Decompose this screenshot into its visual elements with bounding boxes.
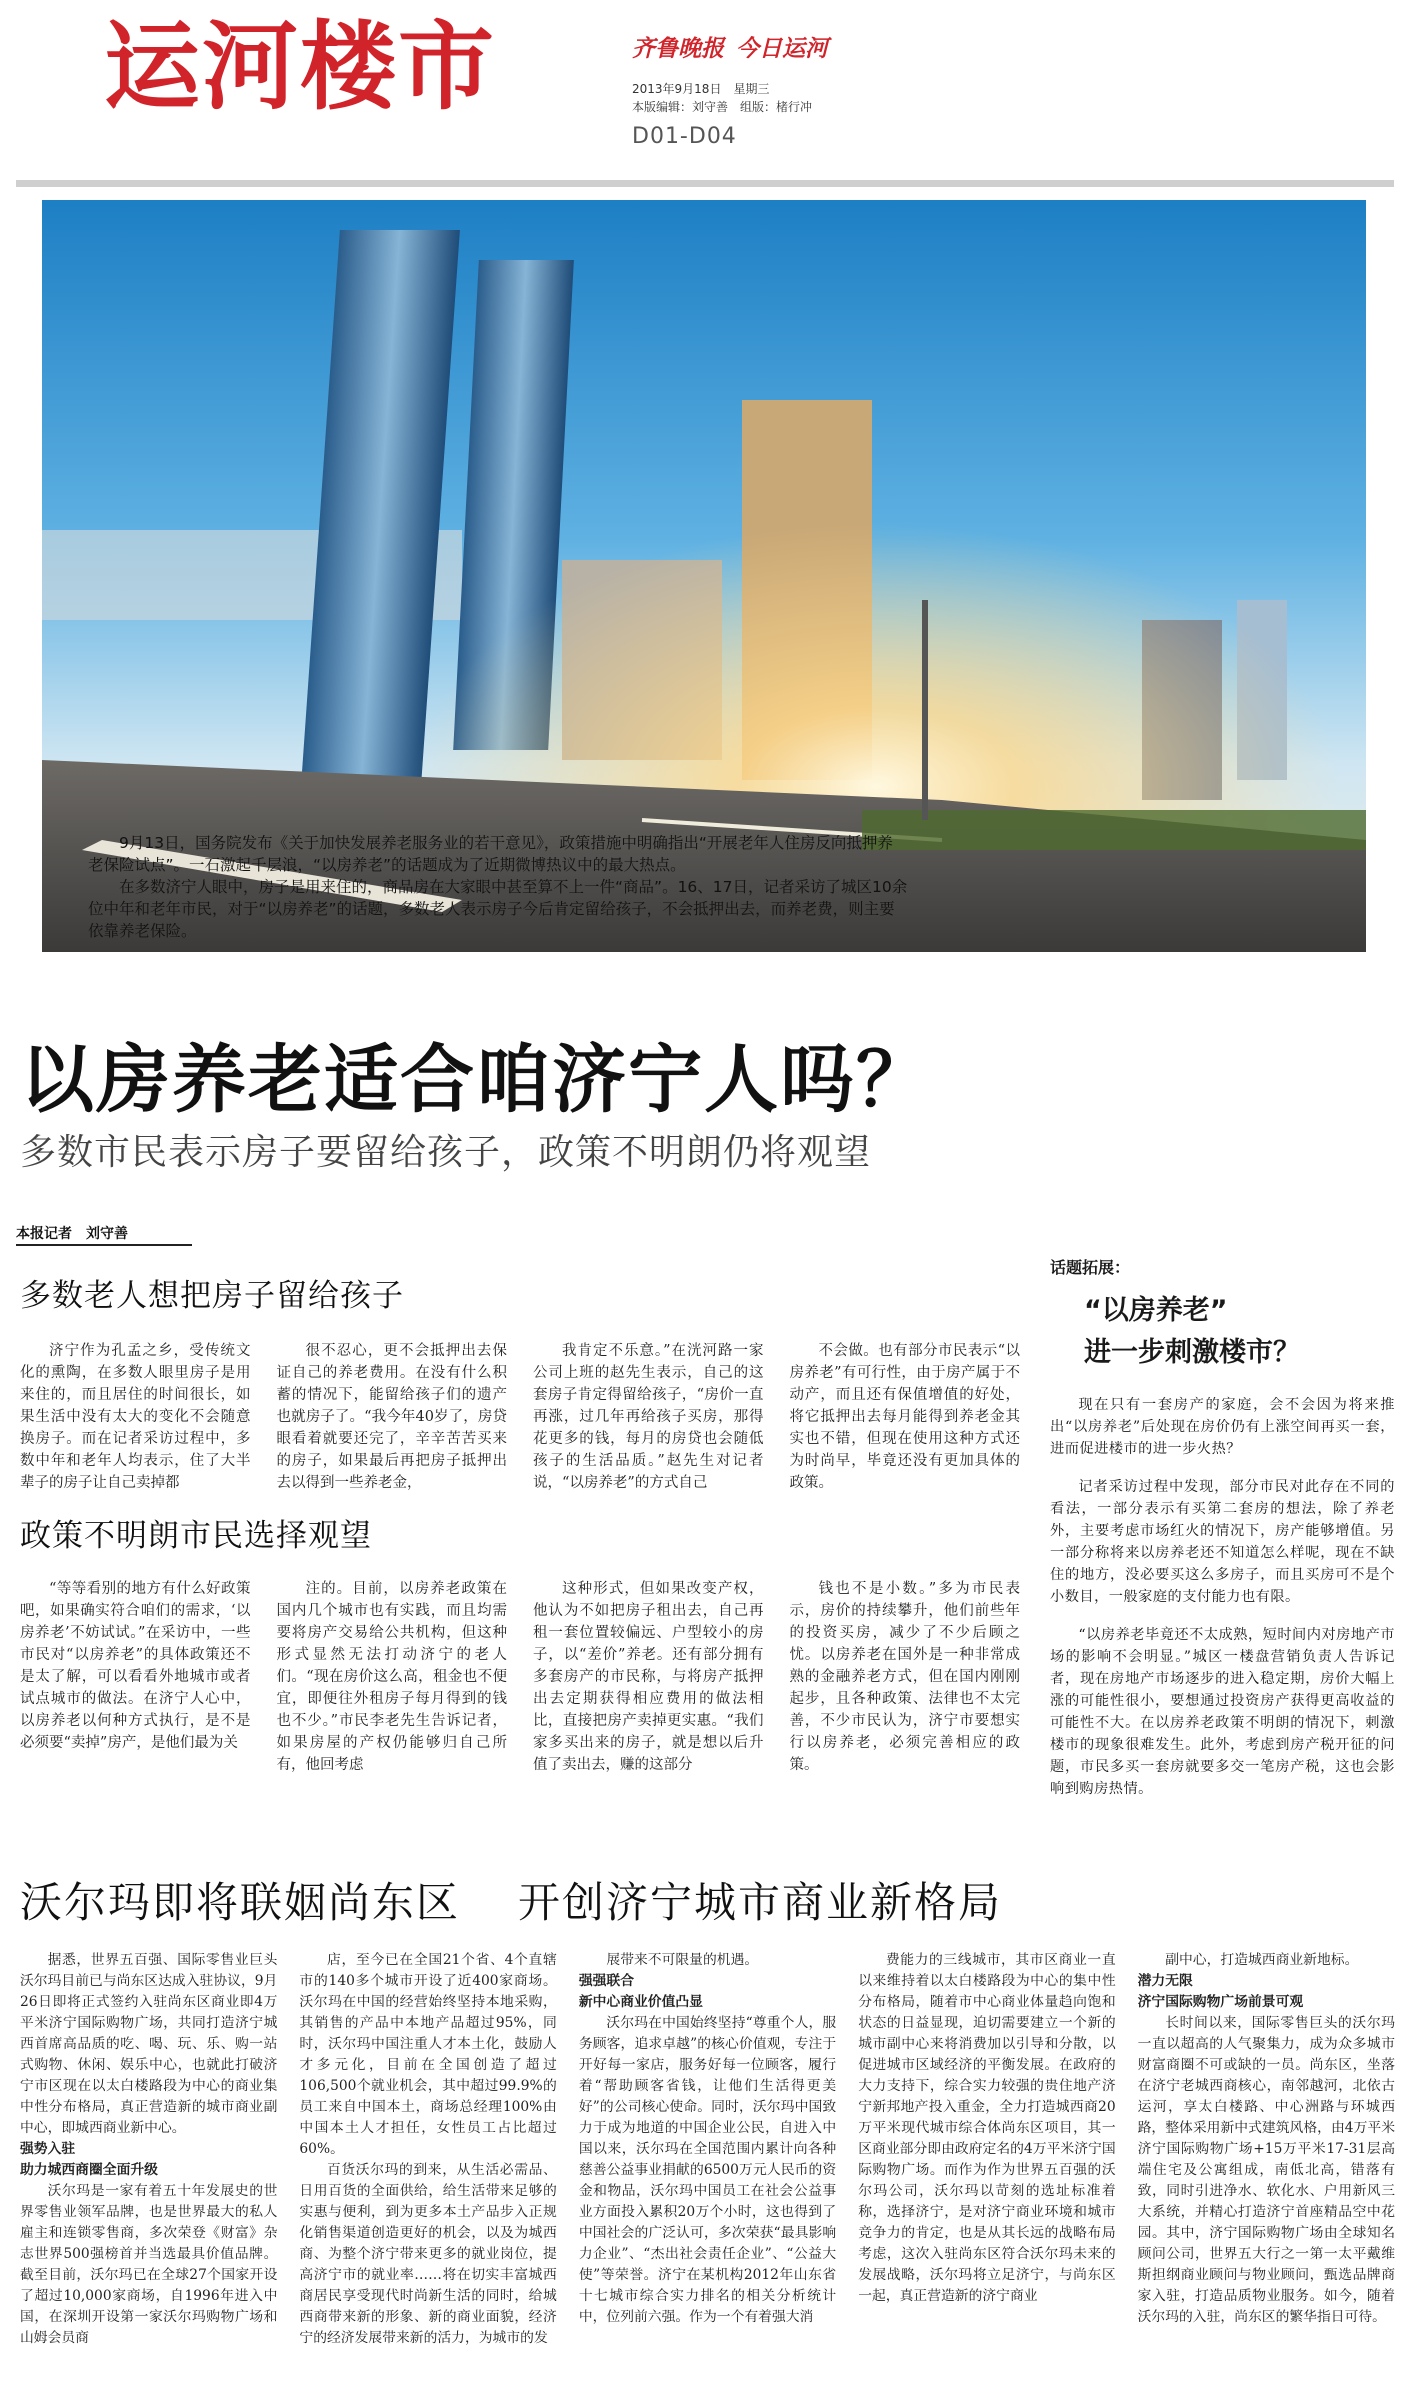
bottom-body bbox=[20, 1950, 1395, 2349]
section-title: 政策不明朗市民选择观望 bbox=[20, 1518, 372, 1554]
paragraph: 我肯定不乐意。”在洸河路一家公司上班的赵先生表示，自己的这套房子肯定得留给孩子，“房价一直再涨，过几年再给孩子买房，那得花更多的钱，每月的房贷也会随低孩子的生活品质。”赵先生对记者说，“以房养老”的方式自己 bbox=[533, 1343, 764, 1491]
paragraph: “以房养老毕竟还不太成熟，短时间内对房地产市场的影响不会明显。”城区一楼盘营销负责人告诉记者，现在房地产市场逐步的进入稳定期，房价大幅上涨的可能性很小，要想通过投资房产获得更高收益的可能性不大。在以房养老政策不明朗的情况下，刺激楼市的现象很难发生。此外，考虑到房产税开征的问题，市民多买一套房就要多交一笔房产税，这也会影响到购房热情。 bbox=[1050, 1627, 1395, 1797]
paragraph: 沃尔玛在中国始终坚持“尊重个人，服务顾客，追求卓越”的核心价值观，专注于开好每一家店，服务好每一位顾客，履行着“帮助顾客省钱，让他们生活得更美好”的公司核心使命。同时，沃尔玛中国致力于成为地道的中国企业公民，自进入中国以来，沃尔玛在全国范围内累计向各种慈善公益事业捐献的6500万元人民币的资金和物品，沃尔玛中国员工在社会公益事业方面投入累积20万个小时，这也得到了中国社会的广泛认可，多次荣获“最具影响力企业”、“杰出社会责任企业”、“公益大使”等荣誉。济宁在某机构2012年山东省十七城市综合实力排名的相关分析统计中，位列前六强。作为一个有着强大消 bbox=[578, 2015, 837, 2325]
paragraph: 现在只有一套房产的家庭，会不会因为将来推出“以房养老”后处现在房价仍有上涨空间再买一套，进而促进楼市的进一步火热？ bbox=[1050, 1397, 1395, 1457]
subheading: 潜力无限 bbox=[1137, 1973, 1193, 1989]
bottom-headline-part: 开创济宁城市商业新格局 bbox=[518, 1878, 1003, 1927]
article-subhead: 多数市民表示房子要留给孩子，政策不明朗仍将观望 bbox=[20, 1132, 872, 1173]
subheading: 强强联合 bbox=[578, 1973, 634, 1989]
column bbox=[790, 1578, 1021, 1776]
section1-body bbox=[20, 1340, 1020, 1494]
paragraph: 记者采访过程中发现，部分市民对此存在不同的看法，一部分表示有买第二套房的想法，除了养老外，主要考虑市场红火的情况下，房产能够增值。另一部分称将来以房养老还不知道怎么样呢，现在不缺住的地方，没必要买这么多房子，而且买房可不是个小数目，一般家庭的支付能力也有限。 bbox=[1050, 1479, 1395, 1605]
hero-caption bbox=[88, 832, 908, 942]
byline: 本报记者 刘守善 bbox=[16, 1226, 128, 1242]
brand-qilu: 齐鲁晚报 bbox=[632, 35, 724, 62]
column bbox=[277, 1340, 508, 1494]
column bbox=[858, 1950, 1115, 2349]
masthead-title: 运河楼市 bbox=[104, 11, 496, 123]
article-headline: 以房养老适合咱济宁人吗？ bbox=[20, 1037, 932, 1123]
paragraph: 这种形式，但如果改变产权，他认为不如把房子租出去，自己再租一套位置较偏远、户型较小的房子，以“差价”养老。还有部分拥有多套房产的市民称，与将房产抵押出去定期获得相应费用的做法相比，直接把房产卖掉更实惠。“我们家多买出来的房子，就是想以后升值了卖出去，赚的这部分 bbox=[533, 1581, 764, 1773]
brand-logo bbox=[632, 30, 840, 63]
column bbox=[20, 1340, 251, 1494]
paragraph: 不会做。也有部分市民表示“以房养老”有可行性，由于房产属于不动产，而且还有保值增值的好处，将它抵押出去每月能得到养老金其实也不错，但现在使用这种方式还为时尚早，毕竟还没有更加具体的政策。 bbox=[789, 1343, 1020, 1491]
section-title: 多数老人想把房子留给孩子 bbox=[20, 1278, 404, 1314]
caption-paragraph: 在多数济宁人眼中，房子是用来住的，商品房在大家眼中甚至算不上一件“商品”。16、17日，记者采访了城区10余位中年和老年市民，对于“以房养老”的话题，多数老人表示房子今后肯定留给孩子，不会抵押出去，而养老费，则主要依靠养老保险。 bbox=[88, 878, 908, 940]
paragraph: 展带来不可限量的机遇。 bbox=[606, 1952, 759, 1968]
paragraph: 据悉，世界五百强、国际零售业巨头沃尔玛目前已与尚东区达成入驻协议，9月26日即将正式签约入驻尚东区商业即4万平米济宁国际购物广场，共同打造济宁城西首席高品质的吃、喝、玩、乐、购一站式购物、休闲、娱乐中心，也就此打破济宁市区现在以太白楼路段为中心的商业集中性分布格局，真正营造新的城市商业副中心，即城西商业新中心。 bbox=[20, 1952, 278, 2136]
sidebar-body bbox=[1050, 1394, 1395, 1800]
bottom-headline bbox=[20, 1870, 1060, 1930]
paragraph: 店，至今已在全国21个省、4个直辖市的140多个城市开设了近400家商场。沃尔玛在中国的经营始终坚持本地采购，其销售的产品中本地产品超过95%，同时，沃尔玛中国注重人才本土化，鼓励人才多元化，目前在全国创造了超过106,500个就业机会，其中超过99.9%的员工来自中国本土，商场总经理100%由中国本土人才担任，女性员工占比超过60%。 bbox=[299, 1952, 557, 2157]
subheading: 助力城西商圈全面升级 bbox=[20, 2162, 158, 2178]
paragraph: 很不忍心，更不会抵押出去保证自己的养老费用。在没有什么积蓄的情况下，能留给孩子们的遗产也就房子了。“我今年40岁了，房贷眼看着就要还完了，辛辛苦苦买来的房子，如果最后再把房子抵押出去以得到一些养老金， bbox=[276, 1343, 507, 1491]
column bbox=[790, 1340, 1021, 1494]
column bbox=[533, 1578, 764, 1776]
paragraph: 沃尔玛是一家有着五十年发展史的世界零售业领军品牌，也是世界最大的私人雇主和连锁零售商，多次荣登《财富》杂志世界500强榜首并当选最具价值品牌。截至目前，沃尔玛已在全球27个国家开设了超过10,000家商场，自1996年进入中国，在深圳开设第一家沃尔玛购物广场和山姆会员商 bbox=[20, 2183, 278, 2346]
paragraph: 长时间以来，国际零售巨头的沃尔玛一直以超高的人气聚集力，成为众多城市财富商圈不可或缺的一员。尚东区，坐落在济宁老城西商核心，南邻越河，北依古运河，享太白楼路、中心洲路与环城西路，整体采用新中式建筑风格，由4万平米济宁国际购物广场+15万平米17-31层高端住宅及公寓组成，南低北高，错落有致，同时引进净水、软化水、户用新风三大系统，并精心打造济宁首座精品空中花园。其中，济宁国际购物广场由全球知名顾问公司，世界五大行之一第一太平戴维斯担纲商业顾问与物业顾问，甄选品牌商家入驻，打造品质物业服务。如今，随着沃尔玛的入驻，尚东区的繁华指日可待。 bbox=[1137, 2015, 1396, 2325]
page-range: D01-D04 bbox=[632, 124, 737, 149]
paragraph: 注的。目前，以房养老政策在国内几个城市也有实践，而且均需要将房产交易给公共机构，但这种形式显然无法打动济宁的老人们。“现在房价这么高，租金也不便宜，即便往外租房子每月得到的钱也不少。”市民李老先生告诉记者，如果房屋的产权仍能够归自己所有，他回考虑 bbox=[276, 1581, 507, 1773]
subheading: 新中心商业价值凸显 bbox=[578, 1994, 703, 2010]
sidebar-title bbox=[1050, 1290, 1395, 1374]
column bbox=[20, 1578, 251, 1776]
sidebar bbox=[1050, 1255, 1395, 1816]
bottom-headline-part: 沃尔玛即将联姻尚东区 bbox=[20, 1878, 461, 1927]
column bbox=[277, 1578, 508, 1776]
caption-paragraph: 9月13日，国务院发布《关于加快发展养老服务业的若干意见》，政策措施中明确指出“开展老年人住房反向抵押养老保险试点”。一石激起千层浪，“以房养老”的话题成为了近期微博热议中的最大热点。 bbox=[88, 834, 893, 874]
issue-date: 2013年9月18日 星期三 bbox=[632, 82, 770, 96]
paragraph: 钱也不是小数。”多为市民表示，房价的持续攀升，他们前些年的投资买房，减少了不少后顾之忧。以房养老在国外是一种非常成熟的金融养老方式，但在国内刚刚起步，且各种政策、法律也不太完善，不少市民认为，济宁市要想实行以房养老，必须完善相应的政策。 bbox=[789, 1581, 1020, 1773]
byline-rule bbox=[16, 1244, 192, 1246]
paragraph: 百货沃尔玛的到来，从生活必需品、日用百货的全面供给，给生活带来足够的实惠与便利，到为更多本土产品步入正规化销售渠道创造更好的机会，以及为城西商、为整个济宁带来更多的就业岗位，提高济宁市的就业率……将在切实丰富城西商居民享受现代时尚新生活的同时，给城西商带来新的形象、新的商业面貌，经济宁的经济发展带来新的活力，为城市的发 bbox=[299, 2162, 557, 2346]
paragraph: 济宁作为孔孟之乡，受传统文化的熏陶，在多数人眼里房子是用来住的，而且居住的时间很长，如果生活中没有太大的变化不会随意换房子。而在记者采访过程中，多数中年和老年人均表示，住了大半辈子的房子让自己卖掉都 bbox=[20, 1343, 251, 1491]
subheading: 济宁国际购物广场前景可观 bbox=[1137, 1994, 1304, 2010]
issue-editors: 本版编辑：刘守善 组版：楮行冲 bbox=[632, 100, 813, 114]
column bbox=[533, 1340, 764, 1494]
column bbox=[299, 1950, 556, 2349]
sidebar-title-line: “以房养老” bbox=[1084, 1295, 1228, 1326]
column bbox=[20, 1950, 277, 2349]
subheading: 强势入驻 bbox=[20, 2141, 76, 2157]
masthead-rule bbox=[16, 180, 1394, 187]
sidebar-title-line: 进一步刺激楼市？ bbox=[1084, 1337, 1300, 1368]
paragraph: “等等看别的地方有什么好政策吧，如果确实符合咱们的需求，‘以房养老’不妨试试。”在采访中，一些市民对“以房养老”的具体政策还不是太了解，可以看看外地城市或者试点城市的做法。在济宁人心中，以房养老以何种方式执行，是不是必须要“卖掉”房产，是他们最为关 bbox=[20, 1581, 251, 1751]
paragraph: 副中心，打造城西商业新地标。 bbox=[1165, 1952, 1359, 1968]
column bbox=[579, 1950, 836, 2349]
section2-body bbox=[20, 1578, 1020, 1776]
column bbox=[1138, 1950, 1395, 2349]
sidebar-label: 话题拓展： bbox=[1050, 1258, 1131, 1277]
paragraph: 费能力的三线城市，其市区商业一直以来维持着以太白楼路段为中心的集中性分布格局，随着市中心商业体量趋向饱和状态的日益显现，迫切需要建立一个新的城市副中心来将消费加以引导和分散，以促进城市区域经济的平衡发展。在政府的大力支持下，综合实力较强的贵住地产济宁新邦地产投入重金，全力打造城西商20万平米现代城市综合体尚东区项目，其一区商业部分即由政府定名的4万平米济宁国际购物广场。而作为作为世界五百强的沃尔玛公司，沃尔玛以苛刻的选址标准着称，选择济宁，是对济宁商业环境和城市竞争力的肯定，也是从其长远的战略布局考虑，这次入驻尚东区符合沃尔玛未来的发展战略，沃尔玛将立足济宁，与尚东区一起，真正营造新的济宁商业 bbox=[858, 1952, 1116, 2304]
brand-yunhe: 今日运河 bbox=[736, 35, 828, 62]
